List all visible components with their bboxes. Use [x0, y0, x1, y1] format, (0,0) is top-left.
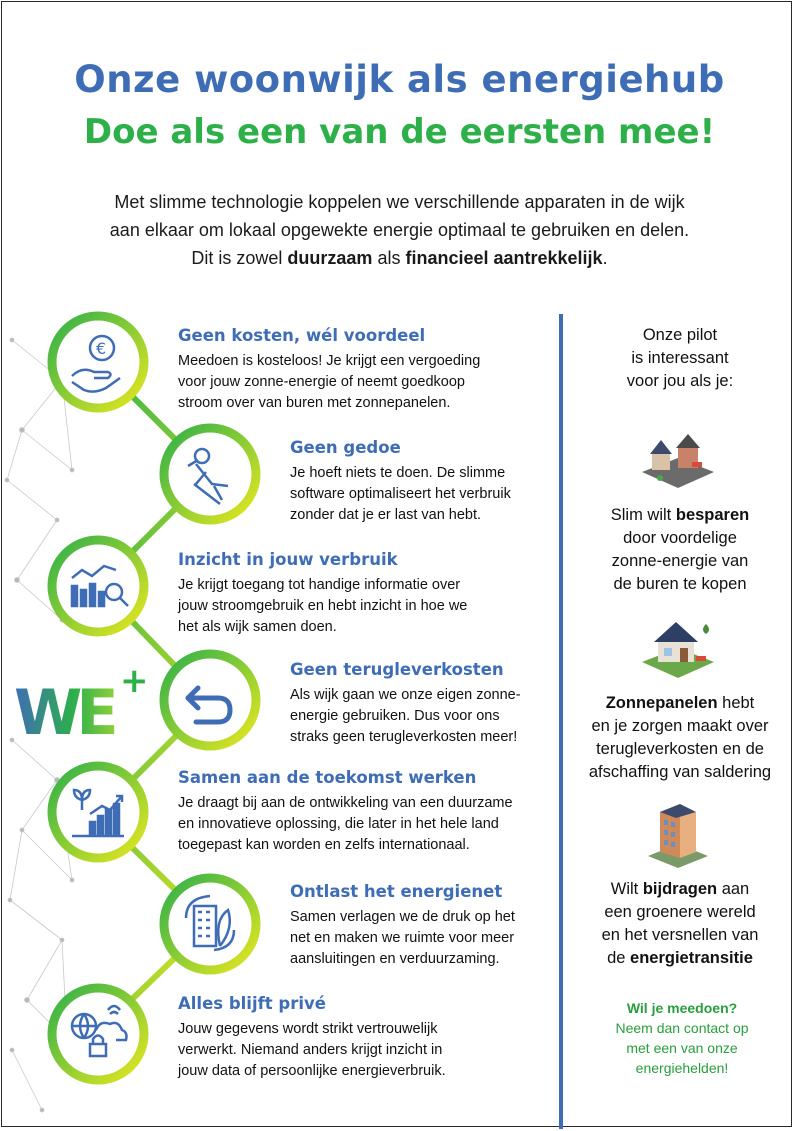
sidebar-line: en je zorgen maakt over: [591, 717, 769, 735]
solar-house-icon: [638, 610, 718, 682]
benefit-item-1: [178, 326, 480, 414]
benefit-line: verwerkt. Niemand anders krijgt inzicht in: [178, 1042, 443, 1058]
icon-ring-1: [46, 310, 150, 414]
page-title: Onze woonwijk als energiehub: [74, 58, 725, 101]
benefit-text: [290, 907, 515, 970]
cta-line: met een van onze: [626, 1040, 738, 1056]
benefit-line: het als wijk samen doen.: [178, 619, 337, 635]
benefit-line: zonder dat je er last van hebt.: [290, 507, 482, 523]
sidebar-line: en het versnellen van: [601, 926, 759, 944]
sidebar-intro-line: Onze pilot: [642, 326, 718, 344]
logo-text: WE: [14, 676, 113, 749]
benefit-item-6: [290, 882, 515, 970]
sidebar-intro-line: voor jou als je:: [626, 372, 734, 390]
sidebar-block-3-first: [568, 878, 792, 901]
benefit-title: Inzicht in jouw verbruik: [178, 550, 398, 569]
benefit-title: Geen terugleverkosten: [290, 660, 504, 679]
sidebar-block-1-first: [568, 504, 792, 527]
benefit-line: net en maken we ruimte voor meer: [290, 930, 515, 946]
call-to-action: [582, 998, 782, 1078]
sidebar-block-2: [568, 692, 792, 784]
column-divider: [559, 314, 563, 1129]
neighborhood-houses-icon: [638, 422, 718, 494]
benefit-line: toegepast kan worden en zelfs internationaal.: [178, 837, 470, 853]
cta-line: Neem dan contact op: [615, 1020, 749, 1036]
benefit-item-2: [290, 438, 511, 526]
benefit-line: straks geen terugleverkosten meer!: [290, 729, 518, 745]
sidebar-block-3-last: [568, 947, 792, 970]
sidebar-text: Slim wilt: [610, 506, 676, 524]
sidebar-block-3: [568, 878, 792, 970]
sidebar-line: terugleverkosten en de: [596, 740, 764, 758]
icon-ring-7: [46, 982, 150, 1086]
icon-ring-3: [46, 534, 150, 638]
sidebar-text: de: [607, 949, 631, 967]
intro-bold-financieel: financieel aantrekkelijk: [405, 248, 603, 268]
benefit-title: Ontlast het energienet: [290, 882, 503, 901]
sidebar-bold: besparen: [675, 506, 750, 524]
intro-line-1: Met slimme technologie koppelen we verschillende apparaten in de wijk: [114, 192, 685, 212]
intro-text-span: .: [602, 248, 608, 268]
benefit-line: jouw data of persoonlijke energieverbruik.: [178, 1063, 446, 1079]
benefit-text: [178, 575, 467, 638]
benefit-line: Je draagt bij aan de ontwikkeling van een duurzame: [178, 795, 513, 811]
benefit-text: [178, 351, 480, 414]
sidebar-line: de buren te kopen: [613, 575, 747, 593]
benefit-line: energie gebruiken. Dus voor ons: [290, 708, 500, 724]
page-subtitle: Doe als een van de eersten mee!: [83, 112, 716, 152]
benefit-title: Geen kosten, wél voordeel: [178, 326, 426, 345]
benefit-text: [178, 1019, 446, 1082]
sidebar-intro-line: is interessant: [631, 349, 729, 367]
apartment-building-icon: [638, 798, 718, 870]
benefit-title: Alles blijft privé: [178, 994, 326, 1013]
benefit-line: en innovatieve oplossing, die later in het hele land: [178, 816, 499, 832]
sidebar-bold: Zonnepanelen: [605, 694, 718, 712]
intro-bold-duurzaam: duurzaam: [287, 248, 373, 268]
sidebar-text: Wilt: [610, 880, 643, 898]
benefit-line: Je krijgt toegang tot handige informatie over: [178, 577, 461, 593]
benefit-item-3: [178, 550, 467, 638]
svg-text:€: €: [96, 339, 107, 358]
icon-ring-4: [158, 648, 262, 752]
benefit-line: stroom over van buren met zonnepanelen.: [178, 395, 451, 411]
icon-ring-2: [158, 422, 262, 526]
sidebar-intro: [568, 324, 792, 393]
icon-ring-5: [46, 760, 150, 864]
logo-plus: +: [120, 661, 149, 701]
benefit-line: jouw stroomgebruik en hebt inzicht in hoe we: [178, 598, 468, 614]
benefit-line: Je hoeft niets te doen. De slimme: [290, 465, 506, 481]
benefit-item-5: [178, 768, 513, 856]
benefit-text: [290, 463, 511, 526]
benefit-line: Jouw gegevens wordt strikt vertrouwelijk: [178, 1021, 438, 1037]
intro-line-2: aan elkaar om lokaal opgewekte energie optimaal te gebruiken en delen.: [109, 220, 690, 240]
we-plus-logo: [14, 661, 149, 749]
cta-heading: Wil je meedoen?: [626, 1000, 738, 1016]
sidebar-line: door voordelige: [623, 529, 737, 547]
poster-frame: [1, 1, 792, 1127]
icon-ring-6: [158, 872, 262, 976]
benefit-line: aansluitingen en verduurzaming.: [290, 951, 500, 967]
benefit-text: [290, 685, 521, 748]
intro-text-span: Dit is zowel: [191, 248, 288, 268]
benefit-item-4: [290, 660, 521, 748]
benefit-title: Samen aan de toekomst werken: [178, 768, 477, 787]
benefit-line: software optimaliseert het verbruik: [290, 486, 511, 502]
benefit-line: Als wijk gaan we onze eigen zonne-: [290, 687, 521, 703]
cta-line: energiehelden!: [635, 1060, 729, 1076]
sidebar-bold: energietransitie: [630, 949, 753, 967]
sidebar-bold: bijdragen: [642, 880, 718, 898]
benefit-line: voor jouw zonne-energie of neemt goedkoop: [178, 374, 465, 390]
benefit-text: [178, 793, 513, 856]
sidebar-block-2-first: [568, 692, 792, 715]
benefit-title: Geen gedoe: [290, 438, 401, 457]
benefit-line: Samen verlagen we de druk op het: [290, 909, 515, 925]
sidebar-line: een groenere wereld: [604, 903, 756, 921]
sidebar-line: afschaffing van saldering: [588, 763, 772, 781]
sidebar-text: hebt: [717, 694, 755, 712]
benefit-line: Meedoen is kosteloos! Je krijgt een vergoeding: [178, 353, 481, 369]
sidebar-line: zonne-energie van: [611, 552, 749, 570]
intro-text-span: als: [372, 248, 406, 268]
sidebar-block-1: [568, 504, 792, 596]
benefit-item-7: [178, 994, 446, 1082]
sidebar-text: aan: [717, 880, 750, 898]
